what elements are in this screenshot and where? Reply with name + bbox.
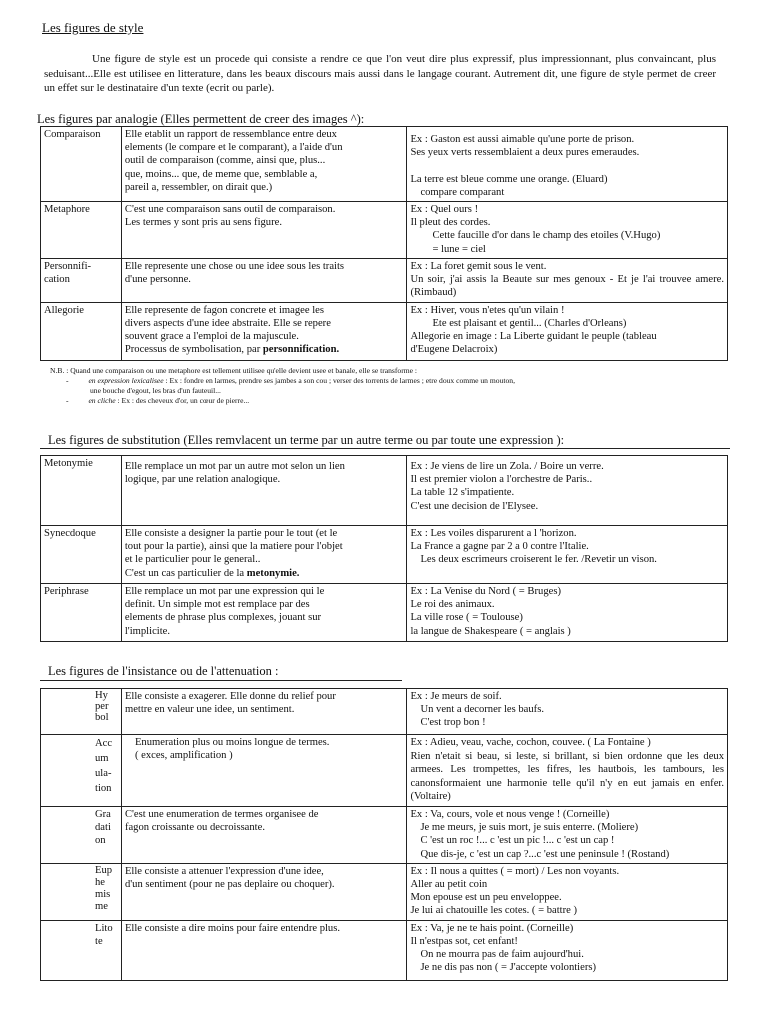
page-title: Les figures de style bbox=[42, 20, 144, 35]
definition-cell: Elle consiste a exagerer. Elle donne du relief pour mettre en valeur une idee, un sentiment. bbox=[121, 689, 406, 735]
definition-cell: Elle etablit un rapport de ressemblance entre deux elements (le compare et le comparant), a l'aide d'un outil de comparaison (comme, ainsi que, plus... que, moins... que, de meme que, semblable a, pareil a, ressembler, on dirait que.) bbox=[121, 127, 407, 202]
nota-bene: N.B. : Quand une comparaison ou une metaphore est tellement utilisee qu'elle devient usee et banale, elle se transforme : - en expression lexicalisee : Ex : fondre en larmes, prendre ses jambes a son cou ; verser des torrents de larmes ; etre doux comme un mouton, une bouche d'egout, les bras d'un fauteuil... - en cliche : Ex : des cheveux d'or, un cœur de pierre... bbox=[50, 366, 515, 405]
example-cell: Ex : Les voiles disparurent a l 'horizon. La France a gagne par 2 a 0 contre l'Italie. Les deux escrimeurs croiserent le fer. /Revetir un vison. bbox=[407, 526, 728, 584]
table-row bbox=[41, 920, 728, 980]
example-cell: Ex : Va, cours, vole et nous venge ! (Corneille) Je me meurs, je suis mort, je suis enterre. (Moliere) C 'est un roc !... c 'est un pic !... c 'est un cap ! Que dis-je, c 'est un cap ?...c 'est une peninsule ! (Rostand) bbox=[407, 806, 728, 863]
term-cell: Acc um ula- tion bbox=[41, 735, 122, 807]
definition-cell: C'est une comparaison sans outil de comparaison. Les termes y sont pris au sens figure. bbox=[121, 202, 407, 259]
definition-cell: Elle consiste a attenuer l'expression d'une idee, d'un sentiment (pour ne pas deplaire ou choquer). bbox=[121, 863, 406, 920]
term-cell: Allegorie bbox=[41, 302, 122, 360]
definition-cell: Elle remplace un mot par une expression qui le definit. Un simple mot est remplace par des elements de phrase plus complexes, jouant sur l'implicite. bbox=[121, 584, 407, 642]
definition-cell: Elle represente de fagon concrete et imagee les divers aspects d'une idee abstraite. Elle se repere souvent grace a l'emploi de la majuscule. Processus de symbolisation, par personnification. bbox=[121, 302, 407, 360]
section-heading-substitution: Les figures de substitution (Elles remvlacent un terme par un autre terme ou par toute une expression ): bbox=[48, 433, 565, 447]
example-cell: Ex : Va, je ne te hais point. (Corneille) Il n'estpas sot, cet enfant! On ne mourra pas de faim aujourd'hui. Je ne dis pas non ( = J'accepte volontiers) bbox=[407, 920, 728, 980]
term-cell: Hy per bol bbox=[41, 689, 122, 735]
table-row bbox=[41, 806, 728, 863]
example-cell: Ex : Gaston est aussi aimable qu'une porte de prison. Ses yeux verts ressemblaient a deux pures emeraudes. La terre est bleue comme une orange. (Eluard) compare comparant bbox=[407, 127, 728, 202]
definition-cell: Enumeration plus ou moins longue de termes. ( exces, amplification ) bbox=[121, 735, 406, 807]
example-cell: Ex : Il nous a quittes ( = mort) / Les non voyants. Aller au petit coin Mon epouse est un peu enveloppee. Je lui ai chatouille les cotes. ( = battre ) bbox=[407, 863, 728, 920]
example-cell: Ex : La Venise du Nord ( = Bruges) Le roi des animaux. La ville rose ( = Toulouse) la langue de Shakespeare ( = anglais ) bbox=[407, 584, 728, 642]
table-row bbox=[41, 689, 728, 735]
definition-cell: C'est une enumeration de termes organisee de fagon croissante ou decroissante. bbox=[121, 806, 406, 863]
example-cell: Ex : Je meurs de soif. Un vent a decorner les baufs. C'est trop bon ! bbox=[407, 689, 728, 735]
term-cell: Personnifi- cation bbox=[41, 259, 122, 303]
table-row bbox=[41, 259, 728, 303]
definition-cell: Elle remplace un mot par un autre mot selon un lien logique, par une relation analogique. bbox=[121, 456, 407, 526]
term-cell: Lito te bbox=[41, 920, 122, 980]
definition-cell: Elle represente une chose ou une idee sous les traits d'une personne. bbox=[121, 259, 407, 303]
term-cell: Periphrase bbox=[41, 584, 122, 642]
table-row bbox=[41, 127, 728, 202]
table-row bbox=[41, 302, 728, 360]
divider bbox=[40, 448, 730, 449]
definition-cell: Elle consiste a dire moins pour faire entendre plus. bbox=[121, 920, 406, 980]
table-row bbox=[41, 863, 728, 920]
example-cell: Ex : Adieu, veau, vache, cochon, couvee. ( La Fontaine ) Rien n'etait si beau, si leste, si brillant, si bien ordonne que les deux armees. Les trompettes, les fifres, les hautbois, les tambours, les canonsformaient une harmonie telle qu'il n'y en eut jamais en enfer. (Voltaire) bbox=[407, 735, 728, 807]
term-cell: Eup he mis me bbox=[41, 863, 122, 920]
table-substitution bbox=[40, 455, 728, 642]
term-cell: Metonymie bbox=[41, 456, 122, 526]
table-analogie bbox=[40, 126, 728, 361]
table-row bbox=[41, 584, 728, 642]
table-insistance bbox=[40, 688, 728, 981]
table-row bbox=[41, 202, 728, 259]
section-heading-insistance: Les figures de l'insistance ou de l'attenuation : bbox=[48, 664, 279, 678]
definition-cell: Elle consiste a designer la partie pour le tout (et le tout pour la partie), ainsi que la matiere pour l'objet et le particulier pour le general.. C'est un cas particulier de la metonymie. bbox=[121, 526, 407, 584]
example-cell: Ex : Hiver, vous n'etes qu'un vilain ! Ete est plaisant et gentil... (Charles d'Orleans) Allegorie en image : La Liberte guidant le peuple (tableau d'Eugene Delacroix) bbox=[407, 302, 728, 360]
term-cell: Synecdoque bbox=[41, 526, 122, 584]
intro-paragraph: Une figure de style est un procede qui consiste a rendre ce que l'on veut dire plus expressif, plus impressionnant, plus convaincant, plus seduisant...Elle est utilisee en litterature, dans les beaux discours mais aussi dans le langage courant. Autrement dit, une figure de style permet de creer un effet sur le destinataire d'un texte (ecrit ou parle). bbox=[44, 53, 716, 94]
divider bbox=[40, 680, 402, 681]
section-heading-analogie: Les figures par analogie (Elles permettent de creer des images ^): bbox=[37, 112, 365, 126]
example-cell: Ex : Quel ours ! Il pleut des cordes. Cette faucille d'or dans le champ des etoiles (V.Hugo) = lune = ciel bbox=[407, 202, 728, 259]
example-cell: Ex : Je viens de lire un Zola. / Boire un verre. Il est premier violon a l'orchestre de Paris.. La table 12 s'impatiente. C'est une decision de l'Elysee. bbox=[407, 456, 728, 526]
table-row bbox=[41, 456, 728, 526]
term-cell: Gra dati on bbox=[41, 806, 122, 863]
table-row bbox=[41, 735, 728, 807]
table-row bbox=[41, 526, 728, 584]
term-cell: Comparaison bbox=[41, 127, 122, 202]
term-cell: Metaphore bbox=[41, 202, 122, 259]
example-cell: Ex : La foret gemit sous le vent. Un soir, j'ai assis la Beaute sur mes genoux - Et je l'ai trouvee amere. (Rimbaud) bbox=[407, 259, 728, 303]
